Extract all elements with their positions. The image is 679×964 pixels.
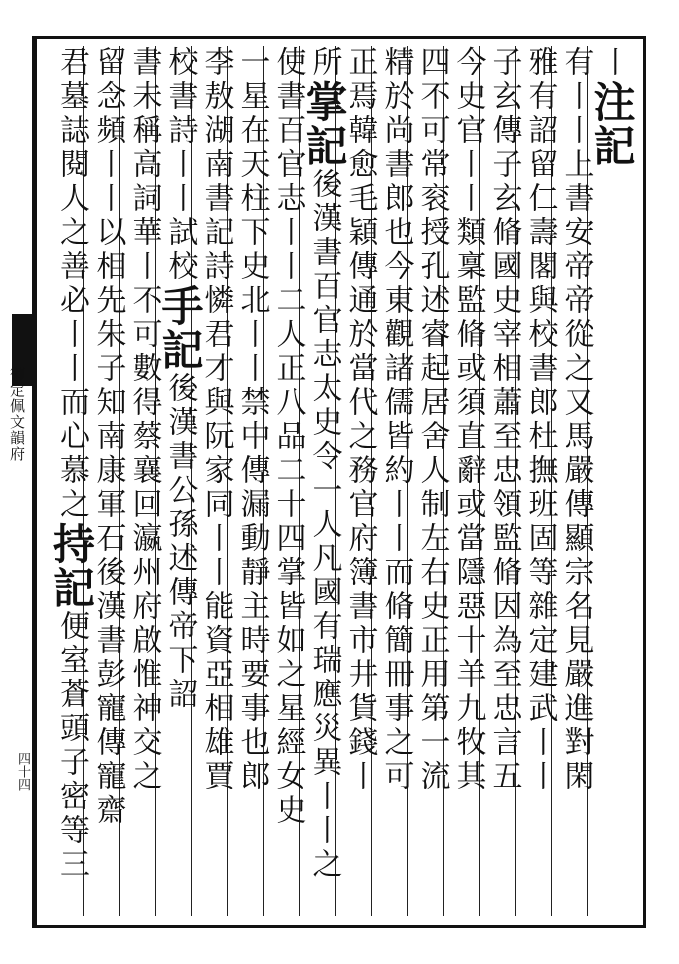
column-text: 所 [306, 46, 342, 80]
column-text: 書未稱高詞華 [126, 46, 162, 250]
text-column [47, 46, 95, 916]
column-text: 後漢書百官志太史令一人凡國有瑞應災異丨丨之 [306, 168, 342, 882]
column-text: 書百官志丨丨二人正八品二十四掌皆如之星經女史 [270, 80, 306, 828]
headword: 手記 [155, 284, 205, 372]
page-margin-gutter [0, 36, 34, 928]
column-text: 留念頻丨丨以相先朱子知南康軍石 [90, 46, 126, 556]
headword: 掌記 [299, 80, 349, 168]
column-text: 君墓誌閱人之善必丨丨而心慕之 [54, 46, 89, 522]
page-number: 四十四 [15, 752, 30, 791]
column-text: 一星在天柱下史北丨丨禁中傳漏動靜主時要事也郎 [234, 46, 270, 794]
text-columns [47, 46, 637, 916]
column-text: 校書詩丨丨試校 [162, 46, 198, 284]
column-text: 李敖湖南書記詩憐君才與阮家同丨丨能資亞相雄賈 [198, 46, 234, 794]
book-title: 御定佩文韻府 [8, 366, 26, 462]
column-text: 雅有詔留仁壽閣與校書郎杜撫班固等雜定建武丨丨 [522, 46, 558, 794]
column-text: 丨 [594, 46, 630, 80]
column-text: 後漢書公孫述傳帝下詔 [162, 372, 198, 712]
column-text: 子玄傳子玄脩國史宰相蕭至忠領監脩因為至忠言五 [486, 46, 522, 794]
column-text: 便室蒼頭子密等三 [54, 610, 89, 882]
headword: 注記 [587, 80, 637, 168]
column-text: 有丨丨上書安帝帝從之又馬嚴傳顯宗名見嚴進對閑 [558, 46, 594, 794]
column-text: 後漢書彭寵傳寵齋 [90, 556, 126, 828]
column-text: 使 [270, 46, 306, 80]
column-text: 正焉韓愈毛穎傳通於當代之務官府簿書市井貨錢丨 [342, 46, 378, 794]
column-text: 今史官丨丨類稟監脩或須直辭或當隱惡十羊九牧其 [450, 46, 486, 794]
headword: 持記 [47, 522, 96, 610]
column-text: 四不可常衮授孔述睿起居舍人制左右史正用第一流 [414, 46, 450, 794]
column-text: 丨不可數得蔡襄回瀛州府啟惟神交之 [126, 250, 162, 794]
column-text: 精於尚書郎也今東觀諸儒皆約丨丨而脩簡冊事之可 [378, 46, 414, 794]
